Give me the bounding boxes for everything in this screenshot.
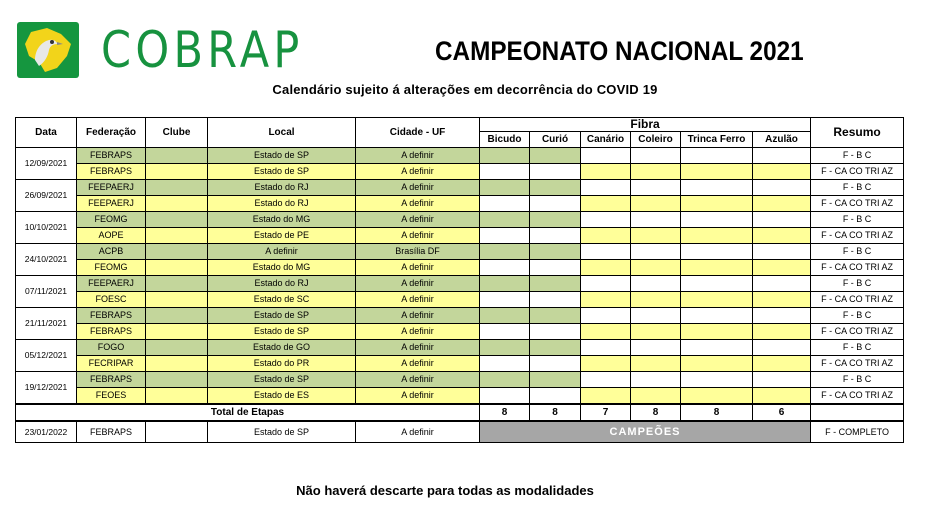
federacao-cell: FEBRAPS (77, 372, 146, 388)
table-row (16, 244, 904, 260)
resumo-cell: F - B C (811, 308, 904, 324)
local-cell: Estado de SP (208, 324, 356, 340)
table-row (16, 388, 904, 405)
azulao-cell (753, 388, 811, 405)
local-cell: Estado de SP (208, 372, 356, 388)
event-date: 21/11/2021 (16, 308, 77, 340)
cidade-cell: A definir (356, 292, 480, 308)
event-date: 19/12/2021 (16, 372, 77, 405)
curio-cell (530, 244, 581, 260)
canario-cell (581, 228, 631, 244)
local-cell: Estado de SP (208, 148, 356, 164)
federacao-cell: FOGO (77, 340, 146, 356)
federacao-cell: FOESC (77, 292, 146, 308)
cidade-cell: A definir (356, 180, 480, 196)
bicudo-cell (480, 308, 530, 324)
final-date: 23/01/2022 (16, 421, 77, 443)
trinca-ferro-cell (681, 356, 753, 372)
final-resumo: F - COMPLETO (811, 421, 904, 443)
cidade-cell: A definir (356, 228, 480, 244)
col-local: Local (208, 118, 356, 148)
local-cell: Estado de PE (208, 228, 356, 244)
coleiro-cell (631, 356, 681, 372)
local-cell: Estado do MG (208, 260, 356, 276)
table-row (16, 148, 904, 164)
trinca-ferro-cell (681, 244, 753, 260)
curio-cell (530, 260, 581, 276)
bicudo-cell (480, 324, 530, 340)
bicudo-cell (480, 276, 530, 292)
table-row (16, 260, 904, 276)
resumo-cell: F - CA CO TRI AZ (811, 260, 904, 276)
federacao-cell: FEBRAPS (77, 324, 146, 340)
bicudo-cell (480, 180, 530, 196)
canario-cell (581, 324, 631, 340)
federacao-cell: FEBRAPS (77, 308, 146, 324)
coleiro-cell (631, 180, 681, 196)
trinca-ferro-cell (681, 228, 753, 244)
azulao-cell (753, 196, 811, 212)
local-cell: Estado do MG (208, 212, 356, 228)
bicudo-cell (480, 196, 530, 212)
azulao-cell (753, 244, 811, 260)
curio-cell (530, 372, 581, 388)
resumo-cell: F - CA CO TRI AZ (811, 388, 904, 405)
bicudo-cell (480, 372, 530, 388)
table-row (16, 228, 904, 244)
federacao-cell: FEEPAERJ (77, 196, 146, 212)
canario-cell (581, 196, 631, 212)
local-cell: Estado de SP (208, 164, 356, 180)
clube-cell (146, 196, 208, 212)
final-cidade: A definir (356, 421, 480, 443)
curio-cell (530, 212, 581, 228)
cidade-cell: A definir (356, 372, 480, 388)
resumo-cell: F - B C (811, 276, 904, 292)
bird-map-icon (17, 22, 79, 78)
coleiro-cell (631, 340, 681, 356)
azulao-cell (753, 324, 811, 340)
col-resumo: Resumo (811, 118, 904, 148)
total-label: Total de Etapas (16, 404, 480, 421)
logo (17, 22, 337, 78)
curio-cell (530, 164, 581, 180)
final-local: Estado de SP (208, 421, 356, 443)
clube-cell (146, 372, 208, 388)
coleiro-cell (631, 260, 681, 276)
trinca-ferro-cell (681, 212, 753, 228)
trinca-ferro-cell (681, 308, 753, 324)
total-curio: 8 (530, 404, 581, 421)
table-row (16, 180, 904, 196)
trinca-ferro-cell (681, 276, 753, 292)
bicudo-cell (480, 388, 530, 405)
local-cell: Estado de ES (208, 388, 356, 405)
federacao-cell: FEOES (77, 388, 146, 405)
federacao-cell: FEEPAERJ (77, 276, 146, 292)
federacao-cell: ACPB (77, 244, 146, 260)
local-cell: Estado do PR (208, 356, 356, 372)
local-cell: Estado do RJ (208, 180, 356, 196)
trinca-ferro-cell (681, 196, 753, 212)
azulao-cell (753, 180, 811, 196)
local-cell: Estado de SP (208, 308, 356, 324)
federacao-cell: FEBRAPS (77, 148, 146, 164)
cidade-cell: A definir (356, 388, 480, 405)
curio-cell (530, 180, 581, 196)
local-cell: Estado do RJ (208, 196, 356, 212)
clube-cell (146, 244, 208, 260)
table-row (16, 308, 904, 324)
bicudo-cell (480, 148, 530, 164)
canario-cell (581, 388, 631, 405)
cidade-cell: A definir (356, 324, 480, 340)
table-row (16, 276, 904, 292)
col-fibra: Fibra (480, 118, 811, 132)
col-federacao: Federação (77, 118, 146, 148)
table-row (16, 340, 904, 356)
coleiro-cell (631, 148, 681, 164)
total-bicudo: 8 (480, 404, 530, 421)
resumo-cell: F - CA CO TRI AZ (811, 164, 904, 180)
coleiro-cell (631, 164, 681, 180)
coleiro-cell (631, 292, 681, 308)
azulao-cell (753, 372, 811, 388)
clube-cell (146, 292, 208, 308)
event-date: 05/12/2021 (16, 340, 77, 372)
clube-cell (146, 356, 208, 372)
col-trinca-ferro: Trinca Ferro (681, 132, 753, 148)
azulao-cell (753, 308, 811, 324)
canario-cell (581, 356, 631, 372)
curio-cell (530, 196, 581, 212)
local-cell: Estado do RJ (208, 276, 356, 292)
azulao-cell (753, 356, 811, 372)
page-title: CAMPEONATO NACIONAL 2021 (435, 36, 804, 66)
azulao-cell (753, 212, 811, 228)
resumo-cell: F - CA CO TRI AZ (811, 228, 904, 244)
resumo-cell: F - CA CO TRI AZ (811, 324, 904, 340)
clube-cell (146, 180, 208, 196)
event-date: 10/10/2021 (16, 212, 77, 244)
cidade-cell: A definir (356, 340, 480, 356)
clube-cell (146, 260, 208, 276)
trinca-ferro-cell (681, 372, 753, 388)
resumo-cell: F - B C (811, 340, 904, 356)
calendar-table (15, 117, 904, 443)
col-cidade: Cidade - UF (356, 118, 480, 148)
resumo-cell: F - B C (811, 212, 904, 228)
federacao-cell: FEBRAPS (77, 164, 146, 180)
local-cell: Estado de GO (208, 340, 356, 356)
federacao-cell: FECRIPAR (77, 356, 146, 372)
bicudo-cell (480, 356, 530, 372)
resumo-cell: F - B C (811, 148, 904, 164)
col-curio: Curió (530, 132, 581, 148)
clube-cell (146, 388, 208, 405)
curio-cell (530, 148, 581, 164)
azulao-cell (753, 260, 811, 276)
curio-cell (530, 228, 581, 244)
trinca-ferro-cell (681, 260, 753, 276)
table-row (16, 372, 904, 388)
azulao-cell (753, 148, 811, 164)
clube-cell (146, 340, 208, 356)
azulao-cell (753, 292, 811, 308)
table-row (16, 324, 904, 340)
event-date: 26/09/2021 (16, 180, 77, 212)
federacao-cell: FEOMG (77, 212, 146, 228)
resumo-cell: F - B C (811, 372, 904, 388)
clube-cell (146, 324, 208, 340)
event-date: 24/10/2021 (16, 244, 77, 276)
coleiro-cell (631, 244, 681, 260)
champions-banner: CAMPEÕES (480, 421, 811, 443)
resumo-cell: F - B C (811, 244, 904, 260)
curio-cell (530, 308, 581, 324)
bicudo-cell (480, 228, 530, 244)
cidade-cell: A definir (356, 148, 480, 164)
col-clube: Clube (146, 118, 208, 148)
canario-cell (581, 148, 631, 164)
canario-cell (581, 340, 631, 356)
canario-cell (581, 308, 631, 324)
cidade-cell: A definir (356, 356, 480, 372)
final-federacao: FEBRAPS (77, 421, 146, 443)
resumo-cell: F - CA CO TRI AZ (811, 196, 904, 212)
col-bicudo: Bicudo (480, 132, 530, 148)
bicudo-cell (480, 244, 530, 260)
bicudo-cell (480, 292, 530, 308)
curio-cell (530, 324, 581, 340)
canario-cell (581, 164, 631, 180)
azulao-cell (753, 228, 811, 244)
clube-cell (146, 228, 208, 244)
table-row (16, 164, 904, 180)
cidade-cell: A definir (356, 260, 480, 276)
local-cell: Estado de SC (208, 292, 356, 308)
cidade-cell: A definir (356, 196, 480, 212)
azulao-cell (753, 276, 811, 292)
coleiro-cell (631, 324, 681, 340)
event-date: 07/11/2021 (16, 276, 77, 308)
canario-cell (581, 260, 631, 276)
trinca-ferro-cell (681, 180, 753, 196)
azulao-cell (753, 164, 811, 180)
canario-cell (581, 372, 631, 388)
bicudo-cell (480, 260, 530, 276)
table-row (16, 356, 904, 372)
col-canario: Canário (581, 132, 631, 148)
curio-cell (530, 276, 581, 292)
total-canario: 7 (581, 404, 631, 421)
clube-cell (146, 212, 208, 228)
trinca-ferro-cell (681, 388, 753, 405)
cidade-cell: A definir (356, 308, 480, 324)
total-resumo (811, 404, 904, 421)
cidade-cell: Brasília DF (356, 244, 480, 260)
cidade-cell: A definir (356, 276, 480, 292)
federacao-cell: FEOMG (77, 260, 146, 276)
cidade-cell: A definir (356, 164, 480, 180)
table-row (16, 292, 904, 308)
total-coleiro: 8 (631, 404, 681, 421)
table-row (16, 196, 904, 212)
total-trinca-ferro: 8 (681, 404, 753, 421)
col-azulao: Azulão (753, 132, 811, 148)
coleiro-cell (631, 276, 681, 292)
federacao-cell: FEEPAERJ (77, 180, 146, 196)
final-clube (146, 421, 208, 443)
federacao-cell: AOPE (77, 228, 146, 244)
trinca-ferro-cell (681, 340, 753, 356)
coleiro-cell (631, 212, 681, 228)
trinca-ferro-cell (681, 164, 753, 180)
coleiro-cell (631, 372, 681, 388)
trinca-ferro-cell (681, 292, 753, 308)
logo-text: COBRAP (101, 21, 304, 79)
curio-cell (530, 292, 581, 308)
azulao-cell (753, 340, 811, 356)
clube-cell (146, 164, 208, 180)
local-cell: A definir (208, 244, 356, 260)
coleiro-cell (631, 228, 681, 244)
coleiro-cell (631, 388, 681, 405)
canario-cell (581, 276, 631, 292)
canario-cell (581, 180, 631, 196)
curio-cell (530, 356, 581, 372)
canario-cell (581, 212, 631, 228)
coleiro-cell (631, 308, 681, 324)
curio-cell (530, 388, 581, 405)
trinca-ferro-cell (681, 324, 753, 340)
col-data: Data (16, 118, 77, 148)
total-azulao: 6 (753, 404, 811, 421)
clube-cell (146, 148, 208, 164)
bicudo-cell (480, 340, 530, 356)
curio-cell (530, 340, 581, 356)
canario-cell (581, 292, 631, 308)
clube-cell (146, 276, 208, 292)
coleiro-cell (631, 196, 681, 212)
resumo-cell: F - CA CO TRI AZ (811, 356, 904, 372)
footer-note: Não haverá descarte para todas as modalidades (296, 483, 594, 498)
bicudo-cell (480, 212, 530, 228)
resumo-cell: F - B C (811, 180, 904, 196)
col-coleiro: Coleiro (631, 132, 681, 148)
cidade-cell: A definir (356, 212, 480, 228)
page-subtitle: Calendário sujeito á alterações em decorrência do COVID 19 (272, 82, 658, 97)
event-date: 12/09/2021 (16, 148, 77, 180)
resumo-cell: F - CA CO TRI AZ (811, 292, 904, 308)
trinca-ferro-cell (681, 148, 753, 164)
table-row (16, 212, 904, 228)
bicudo-cell (480, 164, 530, 180)
clube-cell (146, 308, 208, 324)
canario-cell (581, 244, 631, 260)
